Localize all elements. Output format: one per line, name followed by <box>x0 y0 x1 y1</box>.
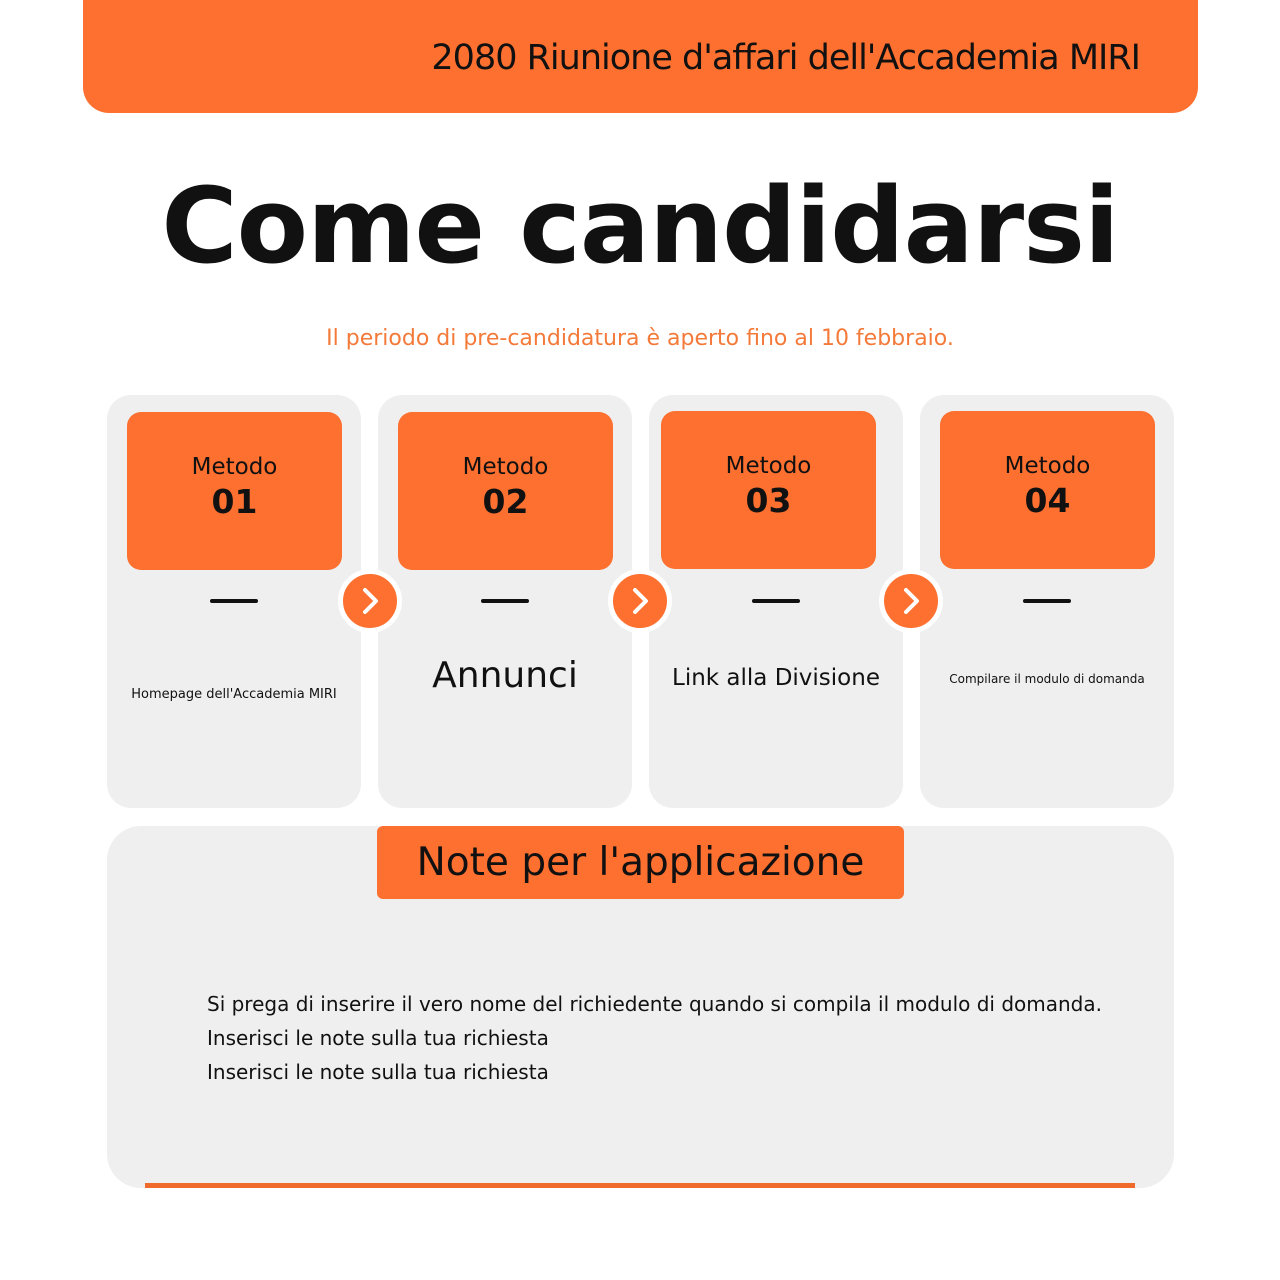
dash-divider <box>481 599 529 603</box>
step-header <box>940 411 1155 569</box>
note-line: Inserisci le note sulla tua richiesta <box>207 1026 549 1050</box>
step-text: Compilare il modulo di domanda <box>949 672 1145 686</box>
step-number: 01 <box>211 482 258 521</box>
dash-divider <box>1023 599 1071 603</box>
step-text: Link alla Divisione <box>672 665 880 691</box>
dash-divider <box>752 599 800 603</box>
step-label: Metodo <box>1004 453 1091 479</box>
header-banner <box>83 0 1198 113</box>
header-title: 2080 Riunione d'affari dell'Accademia MIRI <box>431 38 1140 78</box>
step-header <box>398 412 613 570</box>
step-text: Homepage dell'Accademia MIRI <box>131 687 337 702</box>
dash-divider <box>210 599 258 603</box>
chevron-right-icon <box>608 569 672 633</box>
subtitle: Il periodo di pre-candidatura è aperto fino al 10 febbraio. <box>326 326 954 351</box>
accent-bar <box>145 1183 1135 1188</box>
chevron-right-icon <box>338 569 402 633</box>
chevron-right-icon <box>879 569 943 633</box>
step-label: Metodo <box>191 454 278 480</box>
step-number: 04 <box>1024 481 1071 520</box>
step-card-2 <box>378 395 632 808</box>
notes-title: Note per l'applicazione <box>377 826 904 899</box>
step-number: 03 <box>745 481 792 520</box>
step-label: Metodo <box>462 454 549 480</box>
step-card-3 <box>649 395 903 808</box>
step-header <box>127 412 342 570</box>
step-label: Metodo <box>725 453 812 479</box>
note-line: Si prega di inserire il vero nome del richiedente quando si compila il modulo di domanda. <box>207 992 1102 1016</box>
page-title: Come candidarsi <box>161 165 1119 287</box>
step-card-4 <box>920 395 1174 808</box>
note-line: Inserisci le note sulla tua richiesta <box>207 1060 549 1084</box>
step-header <box>661 411 876 569</box>
step-text: Annunci <box>432 655 578 696</box>
step-card-1 <box>107 395 361 808</box>
step-number: 02 <box>482 482 529 521</box>
